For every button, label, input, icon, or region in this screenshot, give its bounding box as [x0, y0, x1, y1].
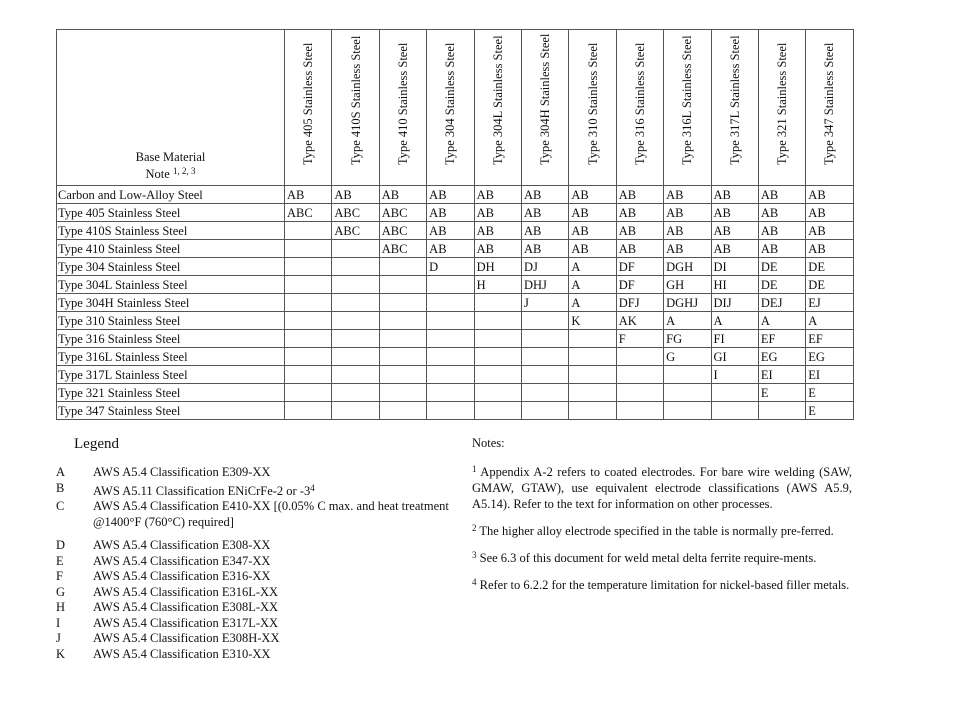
- table-cell: [332, 312, 379, 330]
- table-cell: [758, 402, 805, 420]
- legend-text-body: AWS A5.4 Classification E308-XX: [93, 538, 271, 552]
- legend-text: [93, 554, 456, 570]
- note-item: [472, 520, 852, 539]
- table-cell: EI: [758, 366, 805, 384]
- legend-title: Legend: [74, 436, 119, 452]
- table-cell: [474, 384, 521, 402]
- table-cell: FI: [711, 330, 758, 348]
- table-cell: [664, 384, 711, 402]
- table-cell: DGHJ: [664, 294, 711, 312]
- table-cell: AB: [616, 204, 663, 222]
- table-cell: H: [474, 276, 521, 294]
- table-cell: [379, 330, 426, 348]
- legend-key: K: [56, 646, 66, 661]
- legend-key: I: [56, 615, 61, 630]
- table-cell: A: [569, 276, 616, 294]
- legend-text: [93, 538, 456, 554]
- column-header-label: Type 410 Stainless Steel: [395, 42, 410, 165]
- note-text: The higher alloy electrode specified in the table is normally pre-ferred.: [479, 524, 834, 538]
- table-cell: GI: [711, 348, 758, 366]
- legend-key: A: [56, 465, 66, 479]
- legend-text: [93, 465, 456, 481]
- table-cell: DH: [474, 258, 521, 276]
- table-cell: [285, 366, 332, 384]
- table-cell: EJ: [806, 294, 853, 312]
- legend-item: [56, 465, 456, 481]
- table-cell: [616, 384, 663, 402]
- table-cell: AB: [664, 186, 711, 204]
- column-header: [285, 30, 332, 186]
- table-cell: [332, 366, 379, 384]
- table-cell: AB: [332, 186, 379, 204]
- table-cell: I: [711, 366, 758, 384]
- table-cell: [521, 348, 568, 366]
- table-cell: [427, 402, 474, 420]
- table-cell: AB: [474, 186, 521, 204]
- legend-text: [93, 616, 456, 632]
- table-body: [57, 186, 854, 420]
- legend-item: [56, 616, 456, 632]
- legend-item: [56, 569, 456, 585]
- table-cell: A: [664, 312, 711, 330]
- table-cell: AB: [758, 240, 805, 258]
- table-row: [57, 258, 854, 276]
- table-cell: AB: [664, 240, 711, 258]
- table-cell: AB: [758, 186, 805, 204]
- table-cell: AB: [427, 204, 474, 222]
- table-cell: A: [758, 312, 805, 330]
- notes-list: [472, 461, 852, 593]
- column-header: [379, 30, 426, 186]
- table-cell: AB: [474, 240, 521, 258]
- table-cell: DIJ: [711, 294, 758, 312]
- row-label: Type 310 Stainless Steel: [57, 312, 285, 330]
- note-number: 4: [472, 577, 477, 587]
- table-cell: ABC: [379, 222, 426, 240]
- table-cell: [427, 294, 474, 312]
- table-cell: ABC: [332, 222, 379, 240]
- table-cell: AB: [711, 222, 758, 240]
- table-cell: [285, 312, 332, 330]
- table-cell: [332, 258, 379, 276]
- table-cell: [332, 240, 379, 258]
- table-cell: AB: [474, 222, 521, 240]
- table-cell: [427, 312, 474, 330]
- table-cell: ABC: [379, 240, 426, 258]
- column-header: [332, 30, 379, 186]
- table-cell: [332, 294, 379, 312]
- legend-text-body: AWS A5.4 Classification E310-XX: [93, 646, 271, 661]
- notes-title: Notes:: [472, 436, 505, 450]
- table-cell: [474, 312, 521, 330]
- legend-item: [56, 538, 456, 554]
- column-header-label: Type 304H Stainless Steel: [538, 33, 553, 165]
- table-cell: [379, 312, 426, 330]
- legend-key: G: [56, 584, 66, 599]
- table-row: [57, 348, 854, 366]
- column-header-label: Type 304 Stainless Steel: [443, 42, 458, 165]
- legend-key: D: [56, 538, 66, 552]
- table-cell: AB: [806, 204, 853, 222]
- legend-text-body: AWS A5.4 Classification E317L-XX: [93, 615, 279, 630]
- table-cell: EG: [758, 348, 805, 366]
- table-cell: [379, 384, 426, 402]
- table-cell: F: [616, 330, 663, 348]
- table-header-row: [57, 30, 854, 186]
- note-item: [472, 574, 852, 593]
- table-cell: GH: [664, 276, 711, 294]
- table-cell: [332, 276, 379, 294]
- table-cell: AB: [569, 222, 616, 240]
- table-cell: [332, 384, 379, 402]
- table-row: [57, 294, 854, 312]
- table-cell: [379, 294, 426, 312]
- table-cell: EG: [806, 348, 853, 366]
- legend-item: [56, 499, 456, 530]
- table-row: [57, 312, 854, 330]
- filler-metal-table: [56, 29, 854, 420]
- row-label: Carbon and Low-Alloy Steel: [57, 186, 285, 204]
- table-cell: [474, 366, 521, 384]
- table-cell: AB: [285, 186, 332, 204]
- table-cell: E: [806, 384, 853, 402]
- table-cell: [379, 348, 426, 366]
- table-cell: [616, 366, 663, 384]
- column-header: [664, 30, 711, 186]
- note-item: [472, 547, 852, 566]
- legend-key: F: [56, 569, 63, 583]
- table-cell: [474, 330, 521, 348]
- legend-text-body: AWS A5.4 Classification E316-XX: [93, 569, 271, 583]
- table-cell: AB: [711, 186, 758, 204]
- legend-key: B: [56, 480, 65, 495]
- column-header-label: Type 317L Stainless Steel: [727, 35, 742, 165]
- table-cell: [521, 330, 568, 348]
- table-cell: AK: [616, 312, 663, 330]
- table-cell: EF: [758, 330, 805, 348]
- table-row: [57, 366, 854, 384]
- table-cell: DFJ: [616, 294, 663, 312]
- table-cell: [427, 366, 474, 384]
- table-cell: DF: [616, 258, 663, 276]
- legend-superscript: 4: [310, 482, 315, 493]
- table-cell: DI: [711, 258, 758, 276]
- legend-text: [93, 647, 456, 663]
- base-material-label: Base Material: [135, 150, 206, 164]
- table-cell: EF: [806, 330, 853, 348]
- table-cell: AB: [474, 204, 521, 222]
- note-number: 1: [472, 464, 477, 474]
- note-text: Refer to 6.2.2 for the temperature limitation for nickel-based filler metals.: [479, 578, 850, 592]
- table-cell: [569, 366, 616, 384]
- table-cell: DF: [616, 276, 663, 294]
- note-text: Appendix A-2 refers to coated electrodes. For bare wire welding (SAW, GMAW, GTAW), use equivalent electrode classifications (AWS A5.9, A5.14). Refer to the text for information on other processes.: [472, 465, 852, 511]
- table-cell: [285, 240, 332, 258]
- column-header: [521, 30, 568, 186]
- note-number: 2: [472, 523, 477, 533]
- table-cell: A: [711, 312, 758, 330]
- column-header-label: Type 316L Stainless Steel: [680, 35, 695, 165]
- table-cell: [285, 222, 332, 240]
- table-cell: [664, 402, 711, 420]
- legend-text-body: AWS A5.4 Classification E309-XX: [93, 465, 271, 479]
- table-cell: [285, 348, 332, 366]
- table-cell: [569, 348, 616, 366]
- table-cell: E: [758, 384, 805, 402]
- table-cell: DE: [758, 258, 805, 276]
- table-cell: A: [806, 312, 853, 330]
- row-label: Type 321 Stainless Steel: [57, 384, 285, 402]
- table-cell: DHJ: [521, 276, 568, 294]
- table-cell: [332, 348, 379, 366]
- legend-section: [56, 436, 456, 662]
- column-header: [806, 30, 853, 186]
- table-cell: DJ: [521, 258, 568, 276]
- column-header-label: Type 310 Stainless Steel: [585, 42, 600, 165]
- table-cell: [285, 402, 332, 420]
- table-cell: DGH: [664, 258, 711, 276]
- table-cell: AB: [711, 240, 758, 258]
- table-cell: [427, 276, 474, 294]
- legend-text: [93, 600, 456, 616]
- base-material-note: Note $^{1, 2, 3}$: [145, 166, 196, 181]
- table-cell: HI: [711, 276, 758, 294]
- legend-item: [56, 631, 456, 647]
- note-text: See 6.3 of this document for weld metal delta ferrite require-ments.: [479, 551, 817, 565]
- table-cell: AB: [664, 204, 711, 222]
- table-cell: AB: [664, 222, 711, 240]
- table-cell: [521, 384, 568, 402]
- table-cell: [285, 258, 332, 276]
- legend-text-body: AWS A5.4 Classification E308H-XX: [93, 631, 280, 645]
- legend-text: [93, 499, 456, 530]
- table-cell: J: [521, 294, 568, 312]
- column-header-label: Type 405 Stainless Steel: [301, 42, 316, 165]
- table-cell: AB: [616, 186, 663, 204]
- column-header-label: Type 410S Stainless Steel: [348, 35, 363, 165]
- table-cell: G: [664, 348, 711, 366]
- table-cell: [332, 330, 379, 348]
- notes-section: [472, 436, 852, 601]
- table-cell: AB: [521, 240, 568, 258]
- table-cell: AB: [569, 204, 616, 222]
- table-row: [57, 186, 854, 204]
- table-cell: [521, 366, 568, 384]
- legend-text-body: AWS A5.4 Classification E308L-XX: [93, 600, 279, 614]
- table-cell: [521, 312, 568, 330]
- table-cell: [474, 348, 521, 366]
- legend-key: E: [56, 553, 64, 568]
- table-cell: [285, 384, 332, 402]
- table-cell: AB: [379, 186, 426, 204]
- table-cell: AB: [521, 186, 568, 204]
- legend-text: [93, 585, 456, 601]
- table-cell: [616, 402, 663, 420]
- legend-key: J: [56, 631, 61, 645]
- table-cell: A: [569, 294, 616, 312]
- table-cell: [569, 330, 616, 348]
- table-cell: [569, 384, 616, 402]
- legend-text-body: AWS A5.4 Classification E347-XX: [93, 553, 271, 568]
- table-row: [57, 330, 854, 348]
- table-cell: [521, 402, 568, 420]
- table-cell: [664, 366, 711, 384]
- table-cell: AB: [569, 240, 616, 258]
- table-cell: AB: [427, 240, 474, 258]
- table-cell: DEJ: [758, 294, 805, 312]
- table-cell: DE: [806, 258, 853, 276]
- table-cell: [427, 384, 474, 402]
- table-cell: [379, 258, 426, 276]
- column-header-label: Type 347 Stainless Steel: [822, 42, 837, 165]
- column-header: [474, 30, 521, 186]
- row-label: Type 405 Stainless Steel: [57, 204, 285, 222]
- table-cell: AB: [806, 222, 853, 240]
- table-cell: [379, 366, 426, 384]
- note-number: 3: [472, 550, 477, 560]
- table-cell: D: [427, 258, 474, 276]
- table-cell: DE: [806, 276, 853, 294]
- note-item: [472, 461, 852, 512]
- column-header: [427, 30, 474, 186]
- table-cell: AB: [521, 222, 568, 240]
- legend-key: C: [56, 499, 65, 513]
- legend-list: [56, 465, 456, 662]
- table-cell: AB: [427, 222, 474, 240]
- legend-text-body: AWS A5.4 Classification E316L-XX: [93, 584, 279, 599]
- table-cell: AB: [427, 186, 474, 204]
- table-cell: [379, 276, 426, 294]
- table-cell: AB: [758, 204, 805, 222]
- table-cell: [332, 402, 379, 420]
- table-cell: [285, 276, 332, 294]
- table-cell: [285, 294, 332, 312]
- table-cell: AB: [521, 204, 568, 222]
- legend-item: [56, 585, 456, 601]
- table-row: [57, 222, 854, 240]
- row-label: Type 304 Stainless Steel: [57, 258, 285, 276]
- table-cell: [285, 330, 332, 348]
- table-cell: ABC: [379, 204, 426, 222]
- table-row: [57, 276, 854, 294]
- table-cell: K: [569, 312, 616, 330]
- table-cell: AB: [806, 186, 853, 204]
- legend-text: [93, 631, 456, 647]
- table-cell: [616, 348, 663, 366]
- column-header: [569, 30, 616, 186]
- row-label: Type 316 Stainless Steel: [57, 330, 285, 348]
- legend-item: [56, 481, 456, 500]
- table-cell: [427, 330, 474, 348]
- table-row: [57, 384, 854, 402]
- column-header-label: Type 321 Stainless Steel: [775, 42, 790, 165]
- table-row: [57, 402, 854, 420]
- table-cell: AB: [711, 204, 758, 222]
- table-cell: E: [806, 402, 853, 420]
- table-cell: [427, 348, 474, 366]
- table-cell: AB: [569, 186, 616, 204]
- table-cell: AB: [616, 240, 663, 258]
- column-header: [758, 30, 805, 186]
- table-cell: [711, 402, 758, 420]
- column-header: [616, 30, 663, 186]
- base-material-header: [57, 30, 285, 186]
- legend-key: H: [56, 600, 66, 614]
- legend-item: [56, 600, 456, 616]
- row-label: Type 410 Stainless Steel: [57, 240, 285, 258]
- table-cell: AB: [758, 222, 805, 240]
- table-cell: [711, 384, 758, 402]
- table-cell: A: [569, 258, 616, 276]
- table-cell: AB: [806, 240, 853, 258]
- legend-text-body: AWS A5.4 Classification E410-XX [(0.05% C max. and heat treatment @1400°F (760°C) required]: [93, 499, 449, 529]
- table-cell: ABC: [332, 204, 379, 222]
- legend-text-body: AWS A5.11 Classification ENiCrFe-2 or -3: [93, 483, 311, 498]
- column-header: [711, 30, 758, 186]
- table-cell: [569, 402, 616, 420]
- table-cell: EI: [806, 366, 853, 384]
- table-cell: [474, 294, 521, 312]
- table-row: [57, 240, 854, 258]
- table-cell: ABC: [285, 204, 332, 222]
- note-superscript: 1, 2, 3: [172, 166, 196, 176]
- table-cell: [474, 402, 521, 420]
- table-cell: FG: [664, 330, 711, 348]
- legend-item: [56, 554, 456, 570]
- row-label: Type 304H Stainless Steel: [57, 294, 285, 312]
- table-cell: [379, 402, 426, 420]
- table-cell: AB: [616, 222, 663, 240]
- row-label: Type 316L Stainless Steel: [57, 348, 285, 366]
- row-label: Type 317L Stainless Steel: [57, 366, 285, 384]
- legend-item: [56, 647, 456, 663]
- row-label: Type 410S Stainless Steel: [57, 222, 285, 240]
- column-header-label: Type 304L Stainless Steel: [490, 35, 505, 165]
- row-label: Type 304L Stainless Steel: [57, 276, 285, 294]
- legend-text: [93, 569, 456, 585]
- column-header-label: Type 316 Stainless Steel: [632, 42, 647, 165]
- table-cell: DE: [758, 276, 805, 294]
- legend-text: [93, 481, 456, 500]
- table-row: [57, 204, 854, 222]
- row-label: Type 347 Stainless Steel: [57, 402, 285, 420]
